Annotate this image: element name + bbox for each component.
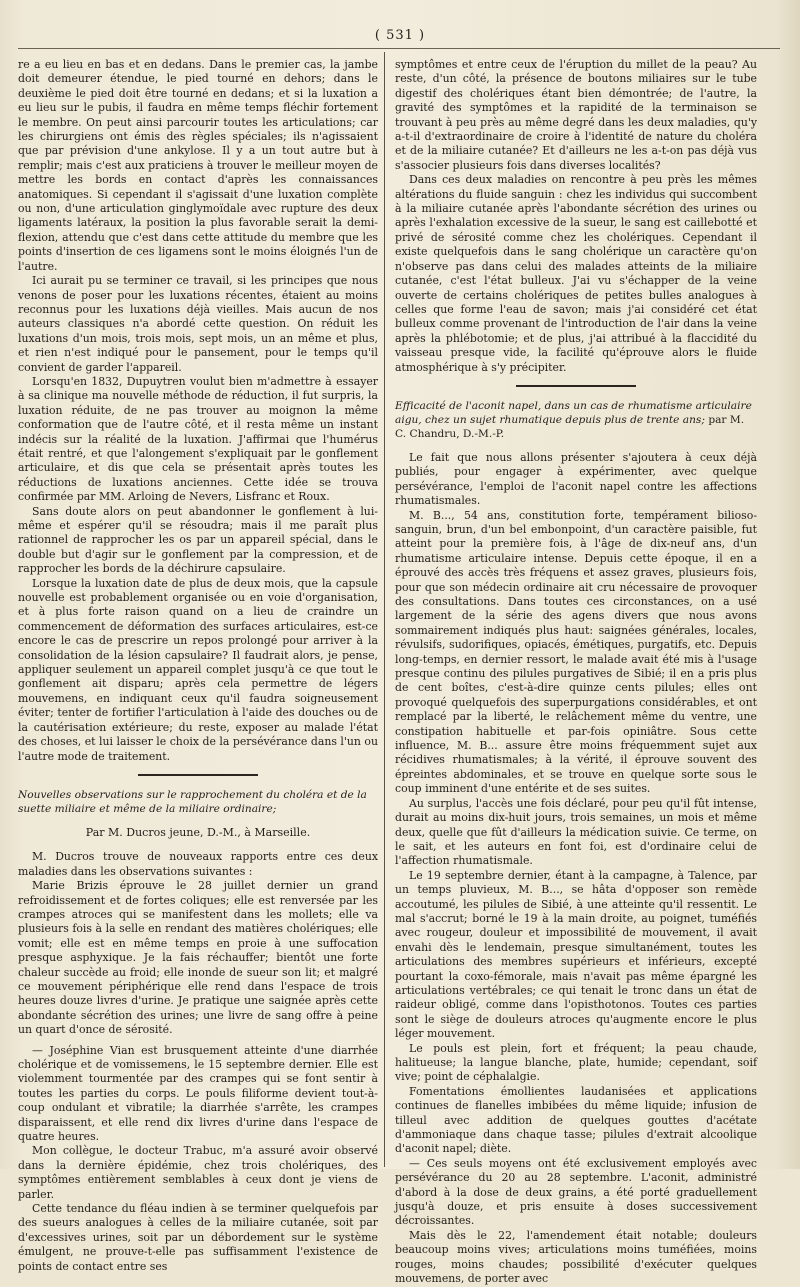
paragraph: — Ces seuls moyens ont été exclusivement employés avec persévérance du 20 au 28 septembre. L'aconit, administré d'abord à la dose de deux grains, a été porté graduellement jusqu'à douze, et pris ensuite à doses successivement décroissantes. <box>395 1156 757 1228</box>
section-separator <box>516 385 636 387</box>
paragraph: Lorsqu'en 1832, Dupuytren voulut bien m'admettre à essayer à sa clinique ma nouvelle méthode de réduction, il fut surpris, la luxation réduite, de ne pas trouver au moignon la même conformation que de l'autre côté, et il resta même un instant indécis sur la réalité de la luxation. J'affirmai que l'humérus était rentré, et que l'alongement s'expliquait par le gonflement articulaire, et dis que cela se présentait après toutes les réductions de luxations anciennes. Cette idée se trouva confirmée par MM. Arloing de Nevers, Lisfranc et Roux. <box>18 374 378 504</box>
paragraph: Ici aurait pu se terminer ce travail, si les principes que nous venons de poser pour les luxations récentes, étaient au moins reconnus pour les luxations déjà vieilles. Mais aucun de nos auteurs classiques n'a abordé cette question. On réduit les luxations d'un mois, trois mois, sept mois, un an même et plus, et rien n'est indiqué pour le pansement, pour le temps qu'il convient de garder l'appareil. <box>18 274 378 374</box>
article-title: Nouvelles observations sur le rapprochement du choléra et de la suette miliaire et même de la miliaire ordinaire; <box>18 788 367 815</box>
left-column <box>18 58 378 1274</box>
paragraph: M. Ducros trouve de nouveaux rapports entre ces deux maladies dans les observations suivantes : <box>18 850 378 878</box>
paragraph: — Joséphine Vian est brusquement atteinte d'une diarrhée cholérique et de vomissemens, le 15 septembre dernier. Elle est violemment tourmentée par des crampes qui se font sentir à toutes les parties du corps. Le pouls filiforme devient tout-à-coup ondulant et vibratile; la diarrhée s'arrête, les crampes disparaissent, et elle rend dix livres d'urine dans l'espace de quatre heures. <box>18 1043 378 1144</box>
paragraph: Le pouls est plein, fort et fréquent; la peau chaude, halitueuse; la langue blanche, plate, humide; cependant, soif vive; point de céphalalgie. <box>395 1041 757 1084</box>
paragraph: Marie Brizis éprouve le 28 juillet dernier un grand refroidissement et de fortes coliques; elle est renversée par les crampes atroces qui se manifestent dans les mollets; elle va plusieurs fois à la selle en rendant des matières cholériques; elle vomit; elle est en même temps en proie à une suffocation presque asphyxique. Je la fais réchauffer; bientôt une forte chaleur succède au froid; elle inonde de sueur son lit; et malgré ce mouvement périphérique elle rend dans l'espace de trois heures douze livres d'urine. Je pratique une saignée après cette abondante sécrétion des urines; une livre de sang offre à peine un quart d'once de sérosité. <box>18 879 378 1037</box>
article-title <box>395 399 757 441</box>
right-column <box>395 58 757 1287</box>
paragraph: re a eu lieu en bas et en dedans. Dans le premier cas, la jambe doit demeurer étendue, le pied tourné en dehors; dans le deuxième le pied doit être tourné en dedans; et si la luxation a eu lieu sur le pubis, il faudra en même temps fléchir fortement le membre. On peut ainsi parcourir toutes les articulations; car les chirurgiens ont émis des règles spéciales; ils n'agissaient que par prévision d'une ankylose. Il y a un tout autre but à remplir; mais c'est aux praticiens à trouver le meilleur moyen de mettre les bords en contact d'après les connaissances anatomiques. Si cependant il s'agissait d'une luxation complète ou non, d'une articulation ginglymoïdale avec rupture des deux ligaments latéraux, la position la plus favorable serait la demi-flexion, attendu que c'est dans cette attitude du membre que les points d'insertion de ces ligamens sont le moins éloignés l'un de l'autre. <box>18 58 378 273</box>
paragraph: M. B..., 54 ans, constitution forte, tempérament bilioso-sanguin, brun, d'un bel embonpoint, d'un caractère paisible, fut atteint pour la première fois, à l'âge de dix-neuf ans, d'un rhumatisme articulaire intense. Depuis cette époque, il en a éprouvé des accès très fréquens et assez graves, plusieurs fois, pour que son médecin ordinaire ait cru nécessaire de provoquer des consultations. Dans toutes ces circonstances, on a usé largement de la série des agens divers que nous avons sommairement indiqués plus haut: saignées générales, locales, révulsifs, sudorifiques, opiacés, émétiques, purgatifs, etc. Depuis long-temps, en dernier ressort, le malade avait été mis à l'usage presque continu des pilules purgatives de Sibié; il en a pris plus de cent boîtes, c'est-à-dire quinze cents pilules; elles ont provoqué quelquefois des superpurgations considérables, et ont remplacé par la liberté, le relâchement même du ventre, une constipation habituelle et par-fois opiniâtre. Sous cette influence, M. B... assure être moins fréquemment sujet aux récidives rhumatismales; à la vérité, il éprouve souvent des épreintes abdominales, et se trouve en quelque sorte sous le coup imminent d'une entérite et de ses suites. <box>395 508 757 796</box>
paragraph: Sans doute alors on peut abandonner le gonflement à lui-même et espérer qu'il se résoudra; mais il me paraît plus rationnel de rapprocher les os par un appareil spécial, dans le double but d'agir sur le gonflement par la compression, et de rapprocher les bords de la déchirure capsulaire. <box>18 504 378 576</box>
paragraph: Lorsque la luxation date de plus de deux mois, que la capsule nouvelle est probablement organisée ou en voie d'organisation, et à plus forte raison quand on a lieu de craindre un commencement de déformation des surfaces articulaires, est-ce encore le cas de prescrire un repos prolongé pour arriver à la consolidation de la lésion capsulaire? Il faudrait alors, je pense, appliquer seulement un appareil complet jusqu'à ce que tout le gonflement ait disparu; après cela permettre de légers mouvemens, en indiquant ceux qu'il faudra soigneusement éviter; tenter de fortifier l'articulation à l'aide des douches ou de la cautérisation extérieure; du reste, exposer au malade l'état des choses, et lui laisser le choix de la persévérance dans l'un ou l'autre mode de traitement. <box>18 576 378 763</box>
header-rule <box>18 48 780 49</box>
section-separator <box>138 774 258 776</box>
paragraph: Au surplus, l'accès une fois déclaré, pour peu qu'il fût intense, durait au moins dix-huit jours, trois semaines, un mois et même deux, quelle que fût d'ailleurs la médication suivie. Ce terme, on le sait, et les auteurs en font foi, est d'ordinaire celui de l'affection rhumatismale. <box>395 796 757 868</box>
page-number: ( 531 ) <box>374 28 426 43</box>
paragraph: Fomentations émollientes laudanisées et applications continues de flanelles imbibées du même liquide; infusion de tilleul avec addition de quelques gouttes d'acétate d'ammoniaque dans chaque tasse; pilules d'extrait alcoolique d'aconit napel; diète. <box>395 1084 757 1156</box>
article-title-italic: Efficacité de l'aconit napel, dans un cas de rhumatisme articulaire aigu, chez un sujet rhumatique depuis plus de trente ans; <box>395 399 752 426</box>
paragraph: symptômes et entre ceux de l'éruption du millet de la peau? Au reste, d'un côté, la présence de boutons miliaires sur le tube digestif des cholériques étant bien démontrée; de l'autre, la gravité des symptômes et la rapidité de la terminaison se trouvant à peu près au même degré dans les deux maladies, qu'y a-t-il d'extraordinaire de croire à l'identité de nature du choléra et de la miliaire cutanée? Et d'ailleurs ne les a-t-on pas déjà vus s'associer plusieurs fois dans diverses localités? <box>395 58 757 172</box>
paragraph: Dans ces deux maladies on rencontre à peu près les mêmes altérations du fluide sanguin : chez les individus qui succombent à la miliaire cutanée après l'abondante sécrétion des urines ou après l'exhalation excessive de la sueur, le sang est caillebotté et privé de sérosité comme chez les cholériques. Cependant il existe quelquefois dans le sang cholérique un caractère qu'on n'observe pas dans celui des malades atteints de la miliaire cutanée, c'est l'état bulleux. J'ai vu s'échapper de la veine ouverte de certains cholériques de petites bulles analogues à celles que forme l'eau de savon; mais j'ai considéré cet état bulleux comme provenant de l'introduction de l'air dans la veine après la phlébotomie; et de plus, j'ai attribué à la flaccidité du vaisseau presque vide, la facilité qu'éprouve alors le fluide atmosphérique à s'y précipiter. <box>395 173 757 374</box>
paragraph: Le fait que nous allons présenter s'ajoutera à ceux déjà publiés, pour engager à expérimenter, avec quelque persévérance, l'emploi de l'aconit napel contre les affections rhumatismales. <box>395 450 757 508</box>
paragraph: Le 19 septembre dernier, étant à la campagne, à Talence, par un temps pluvieux, M. B..., se hâta d'opposer son remède accoutumé, les pilules de Sibié, à une atteinte qu'il ressentit. Le mal s'accrut; borné le 19 à la main droite, au poignet, tuméfiés avec rougeur, douleur et impossibilité de mouvement, il avait envahi dès le lendemain, presque simultanément, toutes les articulations des membres supérieurs et inférieurs, excepté pourtant la coxo-fémorale, mais n'avait pas même épargné les articulations vertébrales; ce qui tenait le tronc dans un état de raideur obligé, comme dans l'opisthotonos. Toutes ces parties sont le siège de douleurs atroces qu'augmente encore le plus léger mouvement. <box>395 868 757 1041</box>
paragraph: Mais dès le 22, l'amendement était notable; douleurs beaucoup moins vives; articulations moins tuméfiées, moins rouges, moins chaudes; possibilité d'exécuter quelques mouvemens, de porter avec <box>395 1228 757 1286</box>
column-divider <box>384 52 385 1167</box>
article-title-author: par M. C. Chandru, D.-M.-P. <box>395 413 745 440</box>
paragraph: Cette tendance du fléau indien à se terminer quelquefois par des sueurs analogues à celles de la miliaire cutanée, soit par d'excessives urines, soit par un débordement sur le système émulgent, ne prouve-t-elle pas suffisamment l'existence de points de contact entre ses <box>18 1202 378 1273</box>
article-byline: Par M. Ducros jeune, D.-M., à Marseille. <box>85 825 311 839</box>
paragraph: Mon collègue, le docteur Trabuc, m'a assuré avoir observé dans la dernière épidémie, chez trois cholériques, des symptômes entièrement semblables à ceux dont je viens de parler. <box>18 1144 378 1201</box>
